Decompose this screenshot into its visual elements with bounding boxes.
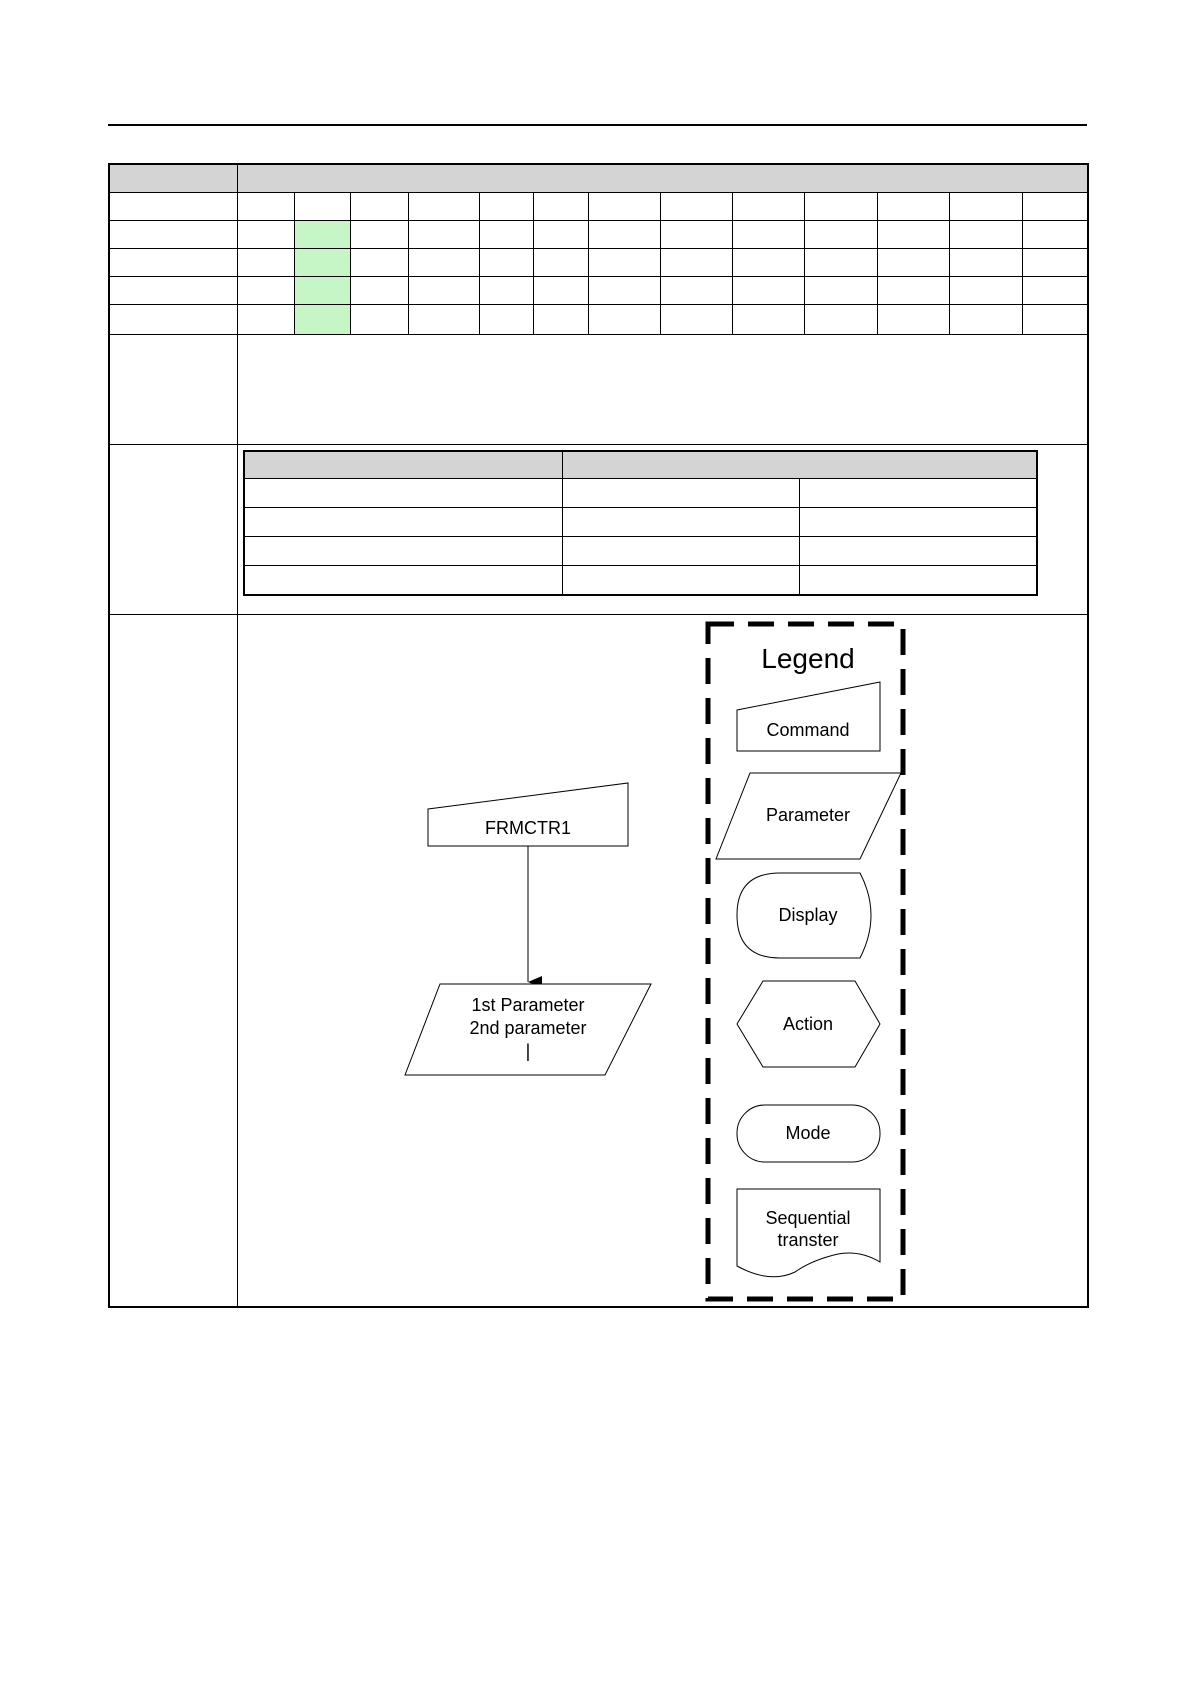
legend-display-shape [737, 873, 871, 958]
legend-mode-shape [737, 1105, 880, 1162]
parameter-shape [405, 984, 651, 1075]
legend-display-label: Display [778, 905, 838, 925]
legend-sequential-shape [737, 1189, 880, 1277]
parameter-line1: 1st Parameter [471, 995, 585, 1015]
legend-action-label: Action [782, 1014, 834, 1034]
legend-command-shape [737, 682, 880, 751]
legend-action-shape [737, 981, 880, 1067]
legend-command-label: Command [766, 720, 850, 740]
command-label: FRMCTR1 [485, 818, 571, 838]
legend-sequential-label-line2: transter [777, 1230, 839, 1250]
legend-parameter-shape [716, 773, 901, 859]
parameter-line3: | [525, 1041, 531, 1061]
command-shape [428, 783, 628, 846]
legend-sequential-label-line1: Sequential [765, 1208, 851, 1228]
parameter-line2: 2nd parameter [469, 1018, 587, 1038]
legend-title: Legend [761, 643, 855, 674]
legend-parameter-label: Parameter [765, 805, 851, 825]
legend-mode-label: Mode [785, 1123, 831, 1143]
